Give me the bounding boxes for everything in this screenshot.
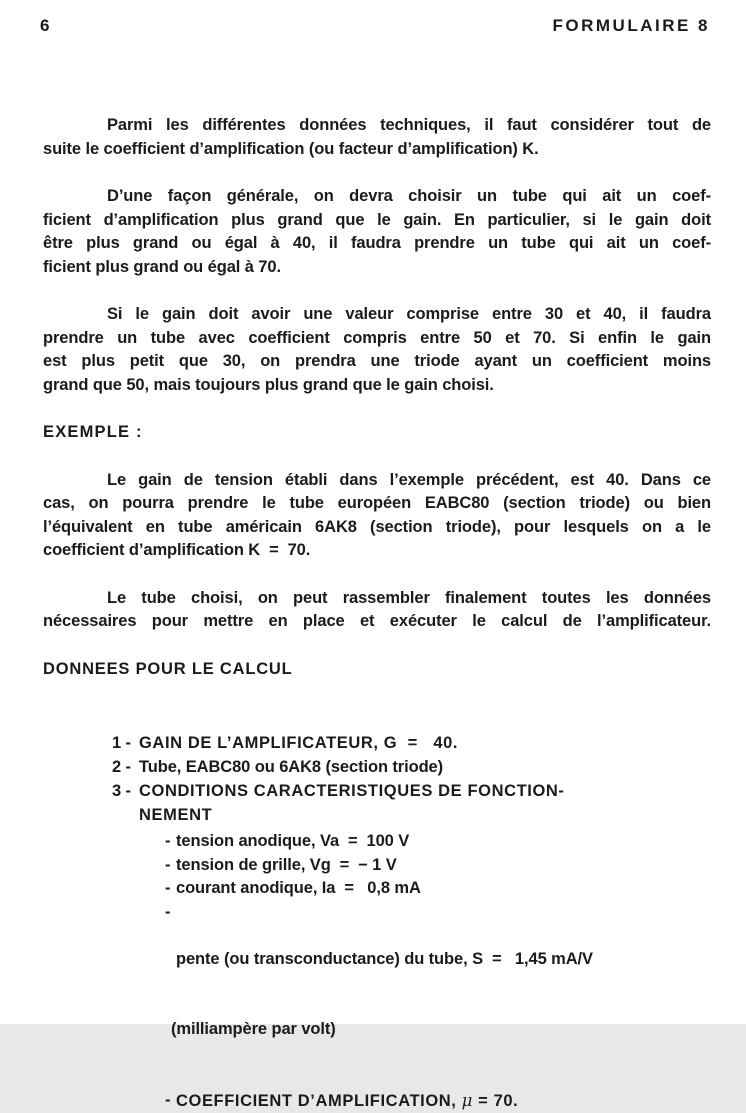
text-line: prendre un tube avec coefficient compris entre 50 et 70. Si enfin le gain [43, 327, 711, 351]
paragraph-tube-chosen [43, 587, 711, 634]
paragraph-general-rule [43, 185, 711, 279]
condition-anode-voltage [165, 830, 711, 854]
coefficient-label: COEFFICIENT D’AMPLIFICATION, [176, 1092, 462, 1110]
header-title: FORMULAIRE 8 [553, 16, 711, 36]
text-line: (milliampère par volt) [171, 1018, 711, 1042]
paragraph-example-tube [43, 469, 711, 563]
text-line: Le tube choisi, on peut rassembler finalement toutes les données [43, 587, 711, 611]
text-line: être plus grand ou égal à 40, il faudra prendre un tube qui ait un coef- [43, 232, 711, 256]
text-line: NEMENT [139, 803, 711, 827]
page-number: 6 [40, 16, 50, 36]
list-item-text [139, 779, 711, 827]
condition-text: tension anodique, Va = 100 V [176, 830, 711, 854]
page-header [40, 16, 710, 36]
text-line: cas, on pourra prendre le tube européen EABC80 (section triode) ou bien [43, 492, 711, 516]
list-item-text: Tube, EABC80 ou 6AK8 (section triode) [139, 755, 711, 779]
paragraph-gain-ranges [43, 303, 711, 397]
text-line: ficient plus grand ou égal à 70. [43, 256, 711, 280]
dash-bullet: - [165, 830, 176, 854]
dash-bullet: - [165, 854, 176, 878]
heading-exemple: EXEMPLE : [43, 421, 711, 445]
text-line: pente (ou transconductance) du tube, S = 1,45 mA/V [176, 948, 711, 972]
coefficient-value: = 70. [473, 1092, 518, 1110]
list-item-gain [112, 731, 711, 755]
list-item-text: GAIN DE L’AMPLIFICATEUR, G = 40. [139, 731, 711, 755]
text-line: suite le coefficient d’amplification (ou facteur d’amplification) K. [43, 138, 711, 162]
text-line: Si le gain doit avoir une valeur comprise entre 30 et 40, il faudra [43, 303, 711, 327]
operating-conditions-list [165, 830, 711, 1113]
condition-text: tension de grille, Vg = − 1 V [176, 854, 711, 878]
condition-text: courant anodique, Ia = 0,8 mA [176, 877, 711, 901]
paragraph-intro-coefficient [43, 114, 711, 161]
calculation-data-list [112, 731, 711, 827]
condition-amplification-coefficient [165, 1089, 711, 1113]
condition-transconductance [165, 901, 711, 1089]
condition-text [176, 901, 711, 1089]
text-line: ficient d’amplification plus grand que le gain. En particulier, si le gain doit [43, 209, 711, 233]
text-line: nécessaires pour mettre en place et exécuter le calcul de l’amplificateur. [43, 610, 711, 634]
list-item-number: 3 - [112, 779, 139, 827]
text-line: l’équivalent en tube américain 6AK8 (section triode), pour lesquels on a le [43, 516, 711, 540]
condition-text [176, 1089, 711, 1113]
list-item-number: 2 - [112, 755, 139, 779]
condition-grid-voltage [165, 854, 711, 878]
text-line: est plus petit que 30, on prendra une triode ayant un coefficient moins [43, 350, 711, 374]
list-item-tube [112, 755, 711, 779]
heading-donnees-pour-le-calcul: DONNEES POUR LE CALCUL [43, 658, 711, 682]
text-line: D’une façon générale, on devra choisir un tube qui ait un coef- [43, 185, 711, 209]
list-item-conditions [112, 779, 711, 827]
dash-bullet: - [165, 1089, 176, 1113]
text-line: CONDITIONS CARACTERISTIQUES DE FONCTION- [139, 779, 711, 803]
text-line: Parmi les différentes données techniques, il faut considérer tout de [43, 114, 711, 138]
text-line: grand que 50, mais toujours plus grand que le gain choisi. [43, 374, 711, 398]
dash-bullet: - [165, 877, 176, 901]
condition-anode-current [165, 877, 711, 901]
dash-bullet: - [165, 901, 176, 1089]
text-line: Le gain de tension établi dans l’exemple précédent, est 40. Dans ce [43, 469, 711, 493]
text-line: coefficient d’amplification K = 70. [43, 539, 711, 563]
list-item-number: 1 - [112, 731, 139, 755]
page-body [43, 114, 711, 1113]
mu-symbol: μ [462, 1091, 473, 1110]
